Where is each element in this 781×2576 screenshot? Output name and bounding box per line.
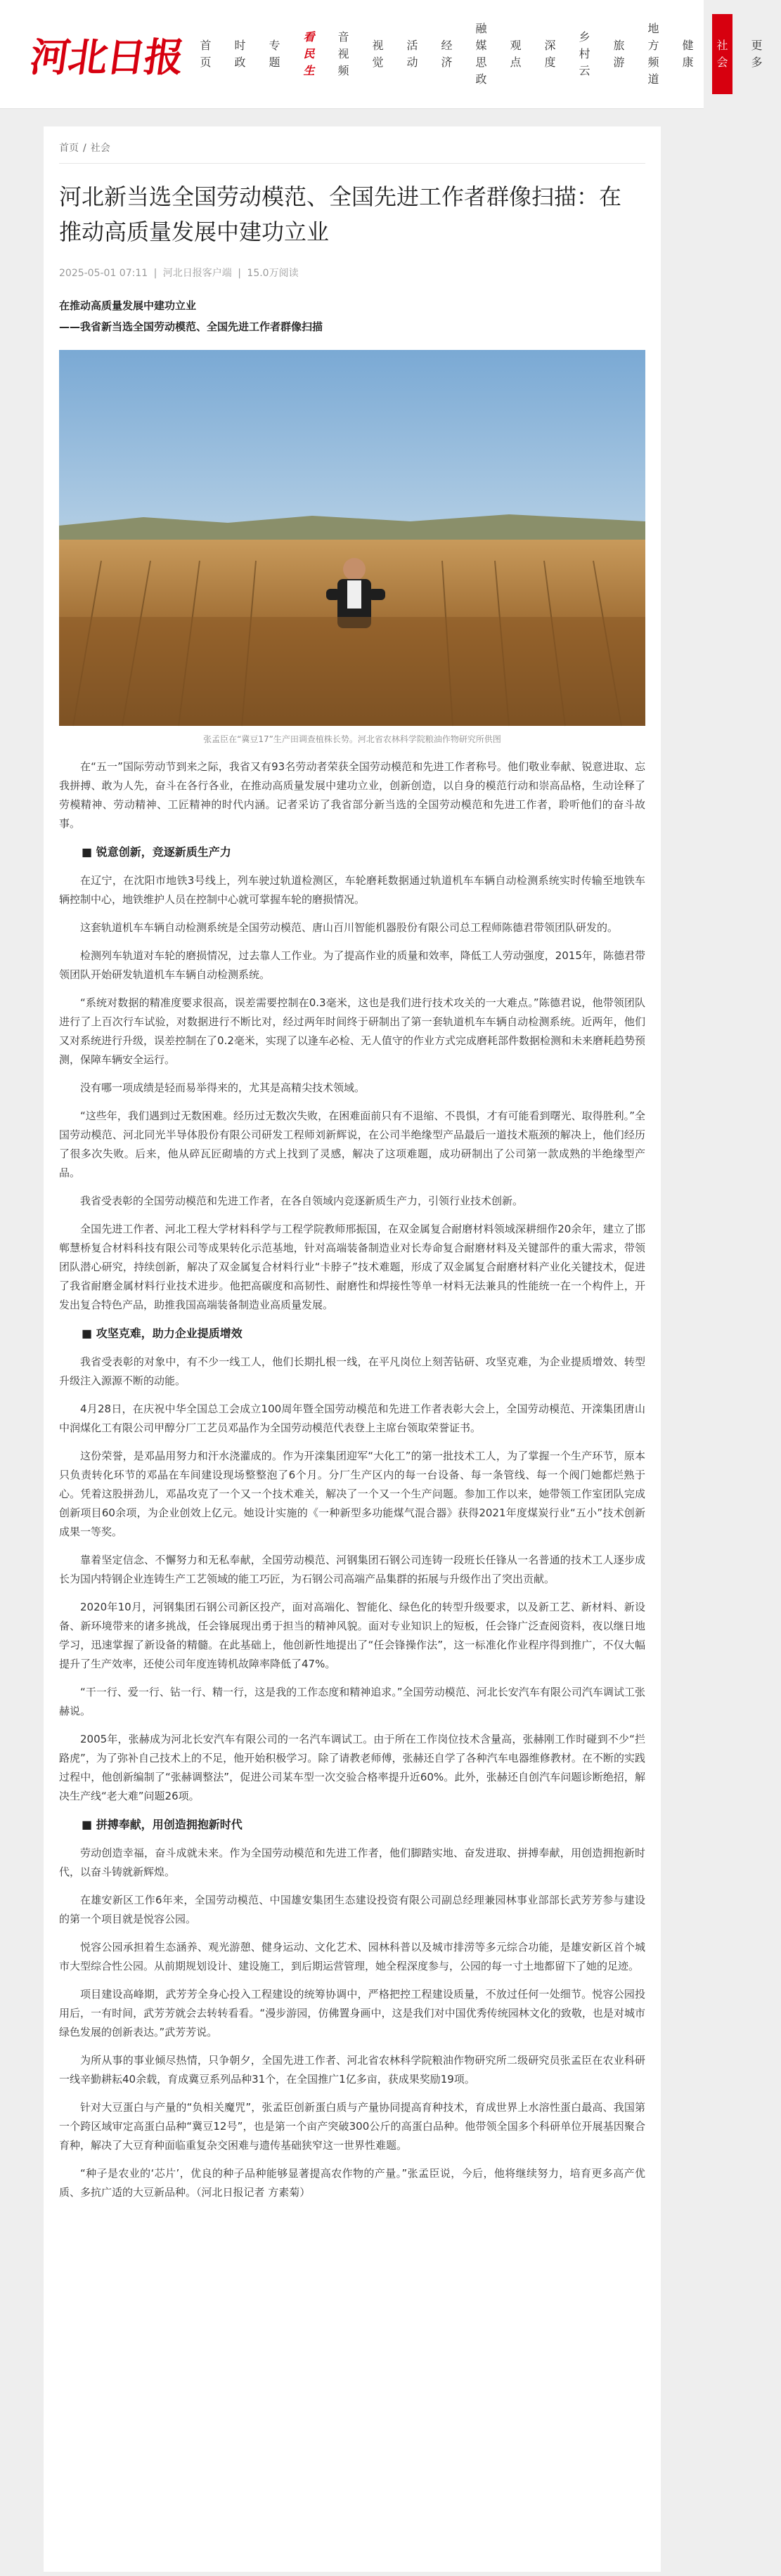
article-views: 15.0万阅读 [247, 268, 299, 279]
section-heading: ■ 拼搏奉献，用创造拥抱新时代 [82, 1818, 243, 1831]
nav-item[interactable]: 活动 [406, 39, 418, 69]
nav-item-special[interactable]: 看民生 [303, 30, 315, 77]
breadcrumb-section-link[interactable]: 社会 [90, 143, 110, 154]
article-source: 河北日报客户端 [162, 268, 232, 279]
main-nav [195, 14, 781, 94]
paragraph: 靠着坚定信念、不懈努力和无私奉献，全国劳动模范、河钢集团石钢公司连铸一段班长任锋从一名普通的技术工人逐步成长为国内特钢企业连铸生产工艺领域的能工巧匠，为石钢公司高端产品集群的拓展与升级作出了突出贡献。 [59, 1554, 645, 1585]
article-lead: 在推动高质量发展中建功立业 [59, 299, 197, 312]
section-heading: ■ 攻坚克难，助力企业提质增效 [82, 1327, 243, 1340]
nav-item[interactable]: 专题 [269, 39, 280, 69]
nav-item[interactable]: 旅游 [613, 39, 625, 69]
divider [59, 163, 645, 164]
paragraph: 检测列车轨道对车轮的磨损情况，过去靠人工作业。为了提高作业的质量和效率，降低工人劳动强度，2015年，陈德君带领团队开始研发轨道机车车辆自动检测系统。 [59, 949, 645, 981]
section-heading: ■ 锐意创新，竞逐新质生产力 [82, 845, 231, 859]
page-title: 河北新当选全国劳动模范、全国先进工作者群像扫描：在推动高质量发展中建功立业 [59, 183, 622, 245]
article-card [44, 126, 661, 2572]
paragraph: “干一行、爱一行、钻一行、精一行，这是我的工作态度和精神追求。”全国劳动模范、河北长安汽车有限公司汽车调试工张赫说。 [59, 1686, 645, 1717]
nav-item[interactable]: 更多 [751, 39, 763, 69]
paragraph: 在“五一”国际劳动节到来之际，我省又有93名劳动者荣获全国劳动模范和先进工作者称号。他们敬业奉献、锐意进取、忘我拼搏、敢为人先，奋斗在各行各业，在推动高质量发展中建功立业，创新创造，以自身的模范行动和崇高品格，生动诠释了劳模精神、劳动精神、工匠精神的时代内涵。记者采访了我省部分新当选的全国劳动模范和先进工作者，聆听他们的奋斗故事。 [59, 760, 645, 830]
nav-item[interactable]: 观点 [510, 39, 522, 69]
article-date: 2025-05-01 07:11 [59, 268, 148, 279]
paragraph: 这份荣誉，是邓晶用努力和汗水浇灌成的。作为开滦集团迎军“大化工”的第一批技术工人，为了掌握一个生产环节，原本只负责转化环节的邓晶在车间建设现场整整泡了6个月。分厂生产区内的每一台设备、每一条管线、每一个阀门她都烂熟于心。凭着这股拼劲儿，邓晶攻克了一个又一个技术难关，解决了一个又一个生产问题。参加工作以来，她带领工作室团队完成创新项目60余项，为企业创效上亿元。她设计实施的《一种新型多功能煤气混合器》获得2021年度煤炭行业“五小”技术创新成果一等奖。 [59, 1450, 645, 1538]
paragraph: “系统对数据的精准度要求很高，误差需要控制在0.3毫米，这也是我们进行技术攻关的一大难点。”陈德君说，他带领团队进行了上百次行车试验，对数据进行不断比对，经过两年时间终于研制出了第一套轨道机车车辆自动检测系统。近两年，他们又对系统进行升级，误差控制在了0.2毫米，实现了以逢车必检、无人值守的作业方式完成磨耗部件数据检测和未来磨耗趋势预测，保障车辆安全运行。 [59, 996, 645, 1066]
nav-item[interactable]: 乡村云 [579, 30, 590, 77]
meta-separator: | [238, 268, 241, 279]
meta-separator: | [153, 268, 157, 279]
article-meta [59, 266, 302, 280]
paragraph: 我省受表彰的对象中，有不少一线工人，他们长期扎根一线，在平凡岗位上刻苦钻研、攻坚克难，为企业提质增效、转型升级注入源源不断的动能。 [59, 1355, 645, 1387]
breadcrumb-home-link[interactable]: 首页 [59, 143, 79, 154]
breadcrumb [59, 141, 110, 155]
nav-item[interactable]: 经济 [441, 39, 453, 69]
nav-item[interactable]: 时政 [234, 39, 246, 69]
article-content [59, 757, 645, 2202]
paragraph: “这些年，我们遇到过无数困难。经历过无数次失败，在困难面前只有不退缩、不畏惧，才有可能看到曙光、取得胜利。”全国劳动模范、河北同光半导体股份有限公司研发工程师刘新辉说，在公司半绝缘型产品最后一道技术瓶颈的解决上，他们经历了很多次失败。后来，他从碎瓦匠砌墙的方式上找到了灵感，解决了这项难题，成功研制出了公司第一款成熟的半绝缘型产品。 [59, 1110, 645, 1179]
paragraph: 没有哪一项成绩是轻而易举得来的，尤其是高精尖技术领域。 [80, 1081, 366, 1094]
nav-item[interactable]: 视觉 [372, 39, 384, 69]
photo-caption: 张孟臣在“冀豆17”生产田调查植株长势。河北省农林科学院粮油作物研究所供图 [203, 734, 501, 744]
paragraph: 4月28日，在庆祝中华全国总工会成立100周年暨全国劳动模范和先进工作者表彰大会上，全国劳动模范、开滦集团唐山中润煤化工有限公司甲醇分厂工艺员邓晶作为全国劳动模范代表登上主席台领取荣誉证书。 [59, 1403, 645, 1434]
nav-item[interactable]: 首页 [200, 39, 212, 69]
paragraph: 项目建设高峰期，武芳芳全身心投入工程建设的统筹协调中，严格把控工程建设质量，不放过任何一处细节。悦容公园投用后，一有时间，武芳芳就会去转转看看。“漫步游园，仿佛置身画中，这是我们对中国优秀传统园林文化的致敬，也是对城市绿色发展的创新表达。”武芳芳说。 [59, 1988, 645, 2038]
nav-item[interactable]: 健康 [682, 39, 694, 69]
nav-item[interactable]: 地方频道 [647, 22, 659, 86]
article-photo [59, 350, 645, 726]
paragraph: 在辽宁，在沈阳市地铁3号线上，列车驶过轨道检测区，车轮磨耗数据通过轨道机车车辆自动检测系统实时传输至地铁车辆控制中心，地铁维护人员在控制中心就可掌握车轮的磨损情况。 [59, 874, 645, 906]
nav-item[interactable]: 社会 [712, 14, 732, 94]
site-logo[interactable]: 河北日报 [27, 34, 186, 81]
article-subtitle: ——我省新当选全国劳动模范、全国先进工作者群像扫描 [59, 320, 323, 333]
paragraph: 劳动创造幸福，奋斗成就未来。作为全国劳动模范和先进工作者，他们脚踏实地、奋发进取、拼搏奉献，用创造拥抱新时代，以奋斗铸就新辉煌。 [59, 1847, 645, 1878]
soybean-field-photo [59, 350, 645, 726]
paragraph: 全国先进工作者、河北工程大学材料科学与工程学院教师邢振国，在双金属复合耐磨材料领域深耕细作20余年，建立了邯郸慧桥复合材料科技有限公司等成果转化示范基地，针对高端装备制造业对长寿命复合耐磨材料及关键部件的重大需求，带领团队潜心研究，持续创新，解决了双金属复合材料行业“卡脖子”技术难题，形成了双金属复合耐磨材料产业化关键技术，促进了我省耐磨金属材料行业技术进步。他把高碳度和高韧性、耐磨性和焊接性等单一材料无法兼具的性能统一在一个构件上，开发出复合特色产品，助推我国高端装备制造业高质量发展。 [59, 1223, 645, 1311]
paragraph: 2005年，张赫成为河北长安汽车有限公司的一名汽车调试工。由于所在工作岗位技术含量高，张赫刚工作时碰到不少“拦路虎”，为了弥补自己技术上的不足，他开始积极学习。除了请教老师傅，张赫还自学了各种汽车电器维修教材。在不断的实践过程中，他创新编制了“张赫调整法”，促进公司某车型一次交验合格率提升近60%。此外，张赫还自创汽车问题诊断绝招，解决生产线“老大难”问题26项。 [59, 1733, 645, 1802]
site-header [0, 0, 763, 109]
paragraph: 这套轨道机车车辆自动检测系统是全国劳动模范、唐山百川智能机器股份有限公司总工程师陈德君带领团队研发的。 [80, 921, 619, 934]
breadcrumb-separator: / [83, 143, 86, 154]
paragraph: 我省受表彰的全国劳动模范和先进工作者，在各自领域内竞逐新质生产力，引领行业技术创新。 [80, 1195, 524, 1207]
article-body [59, 295, 645, 2211]
paragraph: 2020年10月，河钢集团石钢公司新区投产，面对高端化、智能化、绿色化的转型升级要求，以及新工艺、新材料、新设备、新环境带来的诸多挑战，任会锋展现出勇于担当的精神风貌。面对专业知识上的短板，任会锋广泛查阅资料，夜以继日地学习，迅速掌握了新设备的精髓。在此基础上，他创新性地提出了“任会锋操作法”，这一标准化作业程序得到推广，不仅大幅提升了生产效率，还使公司年度连铸机故障率降低了47%。 [59, 1601, 645, 1670]
paragraph: “种子是农业的‘芯片’，优良的种子品种能够显著提高农作物的产量。”张孟臣说，今后，他将继续努力，培育更多高产优质、多抗广适的大豆新品种。（河北日报记者 方素菊） [59, 2167, 645, 2199]
paragraph: 在雄安新区工作6年来，全国劳动模范、中国雄安集团生态建设投资有限公司副总经理兼园林事业部部长武芳芳参与建设的第一个项目就是悦容公园。 [59, 1894, 645, 1925]
paragraph: 为所从事的事业倾尽热情，只争朝夕，全国先进工作者、河北省农林科学院粮油作物研究所二级研究员张孟臣在农业科研一线辛勤耕耘40余载，育成冀豆系列品种31个，在全国推广1亿多亩，获成果奖励19项。 [59, 2054, 645, 2086]
paragraph: 悦容公园承担着生态涵养、观光游憩、健身运动、文化艺术、园林科普以及城市排涝等多元综合功能，是雄安新区首个城市大型综合性公园。从前期规划设计、建设施工，到后期运营管理，她全程深度参与，公园的每一寸土地都留下了她的足迹。 [59, 1941, 645, 1972]
paragraph: 针对大豆蛋白与产量的“负相关魔咒”，张孟臣创新蛋白质与产量协同提高育种技术，育成世界上水溶性蛋白最高、我国第一个跨区域审定高蛋白品种“冀豆12号”，也是第一个亩产突破300公斤的高蛋白品种。他带领全国多个科研单位开展基因聚合育种，解决了大豆育种面临重复杂交困难与遗传基础狭窄这一世界性难题。 [59, 2101, 645, 2152]
nav-item[interactable]: 深度 [544, 39, 556, 69]
nav-item[interactable]: 融媒思政 [475, 22, 487, 86]
nav-item[interactable]: 音视频 [337, 30, 349, 77]
